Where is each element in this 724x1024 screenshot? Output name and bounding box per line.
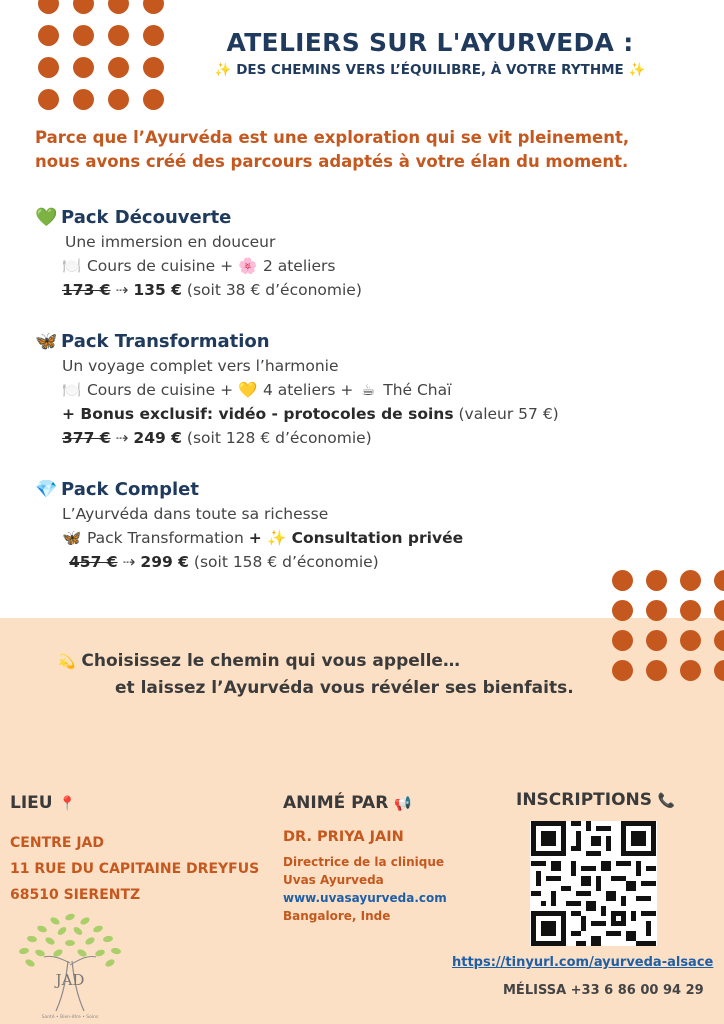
closing-line-2: et laissez l’Ayurvéda vous révéler ses bienfaits. xyxy=(115,678,574,698)
registration-link[interactable]: https://tinyurl.com/ayurveda-alsace xyxy=(452,955,714,970)
logo-text: JAD xyxy=(55,971,85,989)
pack-item-text: Pack Transformation xyxy=(86,529,244,547)
contact-phone: MÉLISSA +33 6 86 00 94 29 xyxy=(503,983,704,998)
plus-sign: + xyxy=(248,529,262,547)
pack-title-text: Pack Transformation xyxy=(61,331,270,352)
gem-icon: 💎 xyxy=(35,479,58,500)
bonus-text: + Bonus exclusif: vidéo - protocoles de soins xyxy=(62,405,454,423)
new-price: 299 € xyxy=(140,553,189,571)
yellow-heart-icon: 💛 xyxy=(238,381,258,399)
intro-line-2: nous avons créé des parcours adaptés à votre élan du moment. xyxy=(35,152,629,171)
pack-description: Un voyage complet vers l’harmonie xyxy=(62,357,339,375)
pack-title xyxy=(35,330,675,354)
pack-item-text: 2 ateliers xyxy=(262,257,336,275)
inscriptions-heading-text: INSCRIPTIONS xyxy=(516,790,652,810)
arrow-icon: ⇢ xyxy=(115,429,129,447)
anime-heading-text: ANIMÉ PAR xyxy=(283,793,389,813)
presenter-details xyxy=(283,853,447,925)
pack-transformation xyxy=(35,330,675,450)
saving-text: (soit 158 € d’économie) xyxy=(193,553,379,571)
page-subtitle xyxy=(180,62,680,78)
venue-name: CENTRE JAD xyxy=(10,835,104,851)
butterfly-icon: 🦋 xyxy=(62,529,82,547)
pack-title xyxy=(35,478,675,502)
arrow-icon: ⇢ xyxy=(115,281,129,299)
inscriptions-heading xyxy=(516,790,675,810)
sparkles-icon: ✨ xyxy=(214,62,232,78)
qr-code[interactable] xyxy=(530,821,657,946)
pack-bonus xyxy=(35,402,675,426)
megaphone-icon: 📢 xyxy=(394,796,412,812)
new-price: 249 € xyxy=(133,429,182,447)
pack-decouverte xyxy=(35,206,675,302)
pack-item-text: Consultation privée xyxy=(291,529,464,547)
pack-item-text: Cours de cuisine + xyxy=(86,381,234,399)
sparkles-icon: ✨ xyxy=(628,62,646,78)
jad-logo xyxy=(10,903,130,1021)
pack-contents xyxy=(35,254,675,278)
dizzy-star-icon: 💫 xyxy=(58,654,76,670)
pack-description: L’Ayurvéda dans toute sa richesse xyxy=(62,505,329,523)
intro-line-1: Parce que l’Ayurvéda est une exploration qui se vit pleinement, xyxy=(35,128,630,147)
pack-contents xyxy=(35,378,675,402)
lieu-heading-text: LIEU xyxy=(10,793,53,813)
page-title: ATELIERS SUR L'AYURVEDA : xyxy=(226,28,634,57)
pack-item-text: 4 ateliers + xyxy=(262,381,354,399)
pack-price xyxy=(35,550,675,574)
lieu-heading xyxy=(10,793,76,813)
pack-title-text: Pack Complet xyxy=(61,479,199,500)
presenter-location: Bangalore, Inde xyxy=(283,909,391,923)
anime-heading xyxy=(283,793,412,813)
butterfly-icon: 🦋 xyxy=(35,331,58,352)
subtitle-text: DES CHEMINS VERS L’ÉQUILIBRE, À VOTRE RYTHME xyxy=(236,62,624,78)
intro-text xyxy=(35,126,705,174)
old-price: 173 € xyxy=(62,281,111,299)
fork-knife-icon: 🍽️ xyxy=(62,257,82,275)
pack-title-text: Pack Découverte xyxy=(61,207,232,228)
phone-icon: 📞 xyxy=(657,793,676,809)
pack-item-text: Thé Chaï xyxy=(383,381,452,399)
pack-price xyxy=(35,426,675,450)
fork-knife-icon: 🍽️ xyxy=(62,381,82,399)
lieu-address xyxy=(10,830,259,908)
arrow-icon: ⇢ xyxy=(122,553,136,571)
logo-tagline: Santé • Bien-être • Soins xyxy=(41,1015,99,1020)
pack-description: Une immersion en douceur xyxy=(65,233,276,251)
presenter-role: Directrice de la clinique xyxy=(283,855,445,869)
flower-icon: 🌸 xyxy=(238,257,258,275)
venue-city: 68510 SIERENTZ xyxy=(10,887,141,903)
saving-text: (soit 38 € d’économie) xyxy=(186,281,362,299)
closing-message xyxy=(58,648,658,701)
pack-price xyxy=(35,278,675,302)
venue-street: 11 RUE DU CAPITAINE DREYFUS xyxy=(10,861,260,877)
bonus-value: (valeur 57 €) xyxy=(458,405,559,423)
pack-item-text: Cours de cuisine + xyxy=(86,257,234,275)
presenter-clinic: Uvas Ayurveda xyxy=(283,873,384,887)
pin-icon: 📍 xyxy=(58,796,76,812)
decorative-dots-top-left xyxy=(38,0,164,110)
old-price: 377 € xyxy=(62,429,111,447)
presenter-name: DR. PRIYA JAIN xyxy=(283,829,404,845)
old-price: 457 € xyxy=(69,553,118,571)
closing-line-1 xyxy=(58,648,658,675)
saving-text: (soit 128 € d’économie) xyxy=(186,429,372,447)
pack-title xyxy=(35,206,675,230)
green-heart-icon: 💚 xyxy=(35,207,58,228)
tea-icon: ☕ xyxy=(361,381,376,399)
clinic-website-link[interactable]: www.uvasayurveda.com xyxy=(283,891,447,905)
pack-contents xyxy=(35,526,675,550)
closing-text: Choisissez le chemin qui vous appelle… xyxy=(81,651,460,671)
new-price: 135 € xyxy=(133,281,182,299)
sparkles-icon: ✨ xyxy=(267,529,287,547)
pack-complet xyxy=(35,478,675,574)
